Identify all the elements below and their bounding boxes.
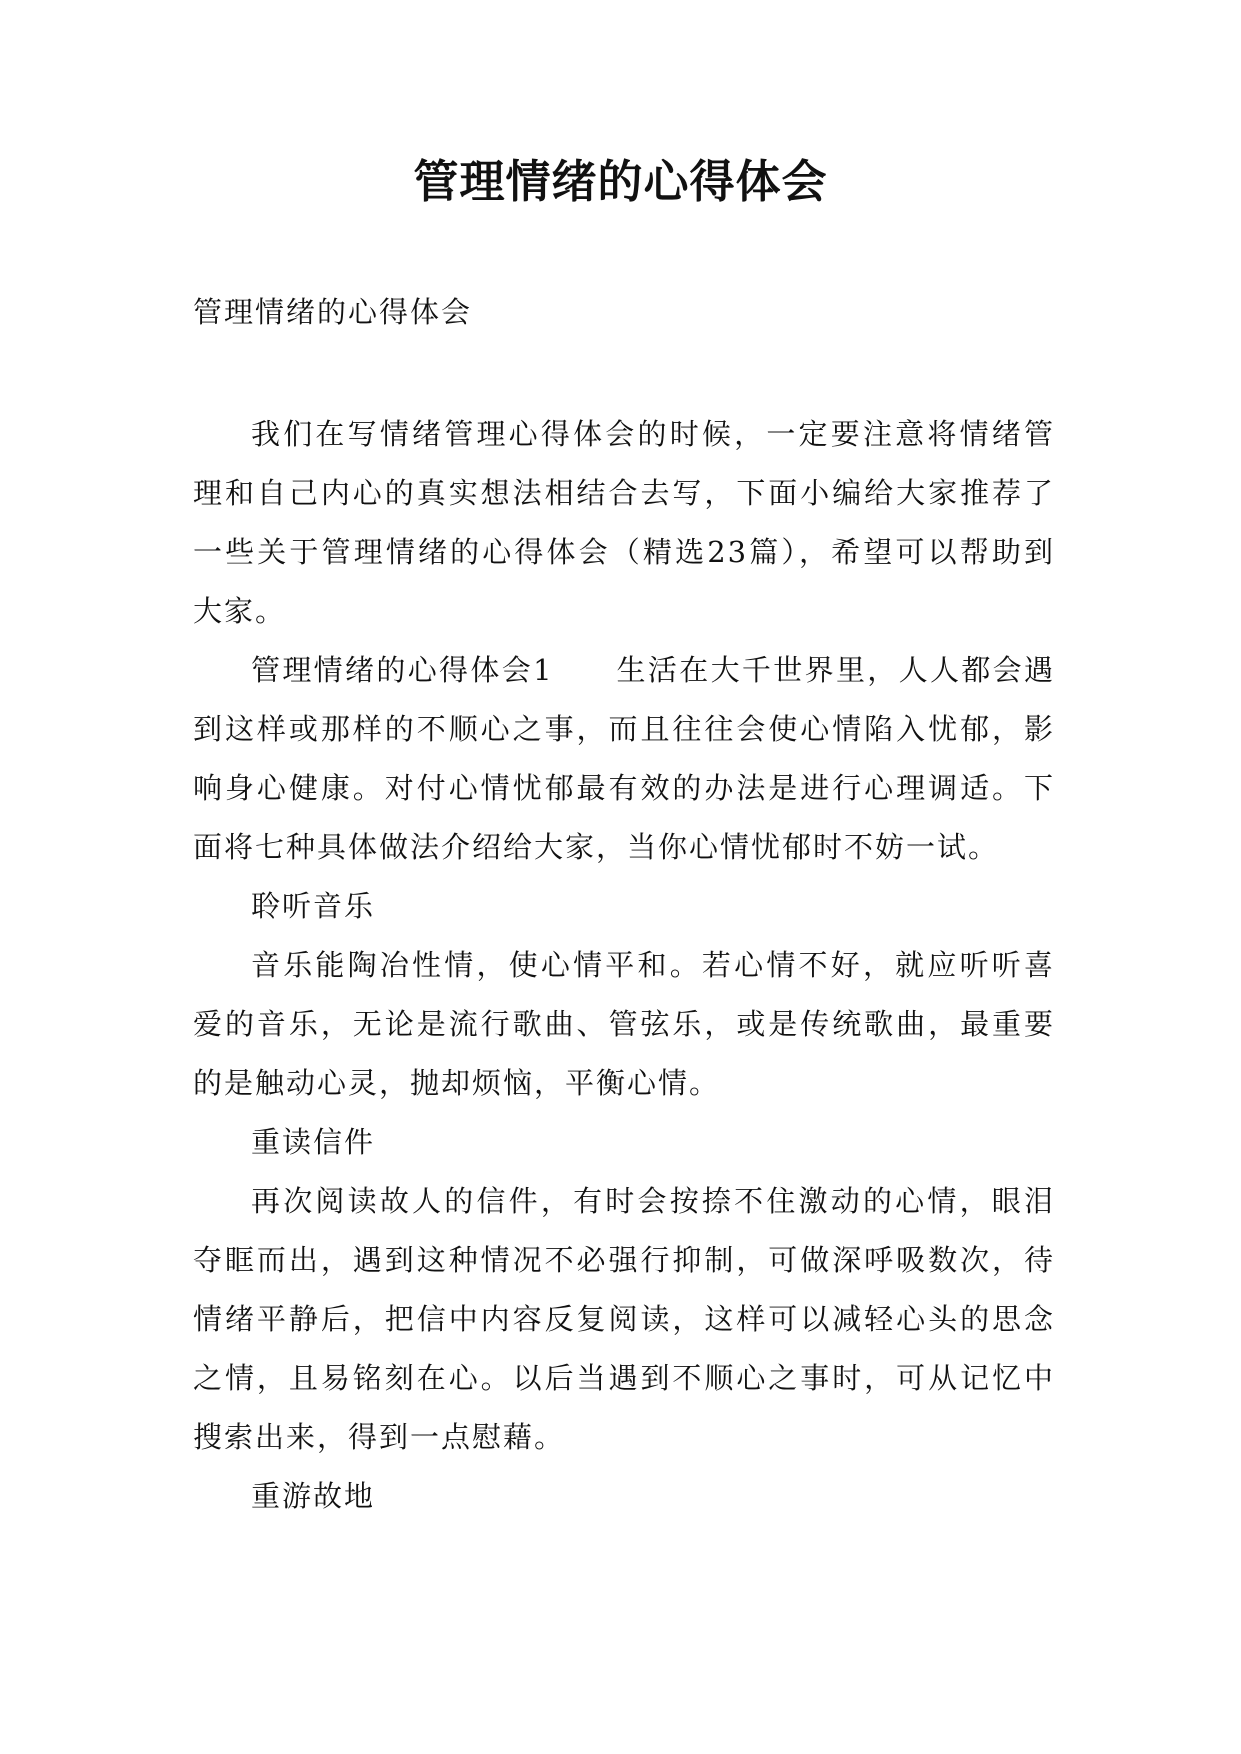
heading-reread-letters: 重读信件: [251, 1125, 376, 1159]
document-subtitle: 管理情绪的心得体会: [193, 295, 473, 329]
letters-paragraph: 再次阅读故人的信件，有时会按捺不住激动的心情，眼泪夺眶而出，遇到这种情况不必强行抑制，可做深呼吸数次，待情绪平静后，把信中内容反复阅读，这样可以减轻心头的思念之情，且易铭刻在心。以后当遇到不顺心之事时，可从记忆中搜索出来，得到一点慰藉。: [193, 1184, 1055, 1454]
music-paragraph: 音乐能陶冶性情，使心情平和。若心情不好，就应听听喜爱的音乐，无论是流行歌曲、管弦乐，或是传统歌曲，最重要的是触动心灵，抛却烦恼，平衡心情。: [193, 948, 1055, 1100]
heading-revisit-places: 重游故地: [251, 1479, 376, 1513]
section-1-paragraph: 管理情绪的心得体会1 生活在大千世界里，人人都会遇到这样或那样的不顺心之事，而且往往会使心情陷入忧郁，影响身心健康。对付心情忧郁最有效的办法是进行心理调适。下面将七种具体做法介绍给大家，当你心情忧郁时不妨一试。: [193, 653, 1055, 864]
document-title: 管理情绪的心得体会: [413, 155, 828, 208]
intro-paragraph: 我们在写情绪管理心得体会的时候，一定要注意将情绪管理和自己内心的真实想法相结合去写，下面小编给大家推荐了一些关于管理情绪的心得体会（精选23篇），希望可以帮助到大家。: [193, 417, 1055, 628]
heading-listen-music: 聆听音乐: [251, 889, 376, 923]
document-body: [193, 405, 1055, 1526]
